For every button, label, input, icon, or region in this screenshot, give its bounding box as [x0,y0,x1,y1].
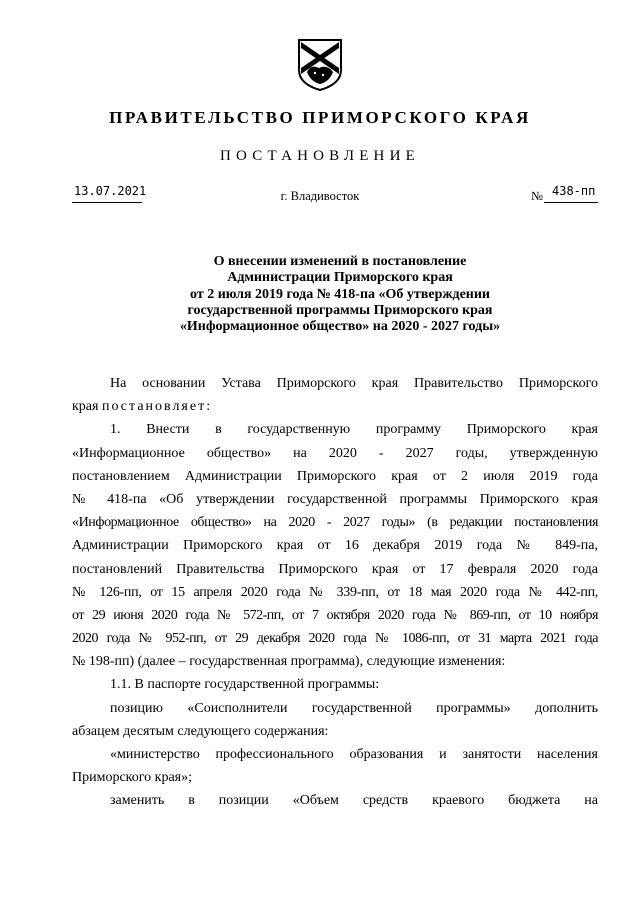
body-text: края [72,399,102,415]
body-line: постановлений Правительства Приморского края от 17 февраля 2020 года [72,561,598,577]
body-line: заменить в позиции «Объем средств краевого бюджета на [110,793,598,809]
title-line: государственной программы Приморского края [187,302,493,318]
body-line: № 418-па «Об утверждении государственной программы Приморского края [72,491,598,507]
document-type: ПОСТАНОВЛЕНИЕ [220,148,420,164]
document-title [0,254,640,335]
body-line: «Информационное общество» на 2020 - 2027 годы» (в редакции постановления [72,515,598,531]
title-line: «Информационное общество» на 2020 - 2027 годы» [179,319,501,335]
body-line: позицию «Соисполнители государственной программы» дополнить [110,700,598,716]
body-line: «министерство профессионального образования и занятости населения [110,747,598,762]
document-body [72,372,598,813]
title-line: Администрации Приморского края [227,270,453,286]
body-line: 2020 года № 952-пп, от 29 декабря 2020 года № 1086-пп, от 31 марта 2021 года [72,631,598,647]
body-line: постановлением Администрации Приморского края от 2 июля 2019 года [72,468,598,484]
coat-of-arms-emblem [297,38,343,92]
body-line: 1.1. В паспорте государственной программы: [110,677,380,693]
body-line: № 126-пп, от 15 апреля 2020 года № 339-пп, от 18 мая 2020 года № 442-пп, [72,584,598,600]
body-line: абзацем десятым следующего содержания: [72,723,329,739]
body-line: На основании Устава Приморского края Правительство Приморского [110,376,598,391]
body-line: «Информационное общество» на 2020 - 2027 годы, утвержденную [72,445,598,461]
title-line: О внесении изменений в постановление [213,254,467,269]
body-line: Приморского края»; [72,770,193,786]
body-line: от 29 июня 2020 года № 572-пп, от 7 октября 2020 года № 869-пп, от 10 ноября [72,607,598,623]
body-line: 1. Внести в государственную программу Приморского края [110,422,598,438]
number-sign: № [531,189,543,203]
number-underline [544,202,598,203]
city: г. Владивосток [280,189,360,203]
body-line: Администрации Приморского края от 16 декабря 2019 года № 849-па, [72,538,598,554]
government-name: ПРАВИТЕЛЬСТВО ПРИМОРСКОГО КРАЯ [109,108,531,127]
body-line [72,395,598,418]
document-number: 438-пп [552,184,596,198]
decree-word: постановляет: [101,399,213,415]
document-date: 13.07.2021 [74,184,147,198]
body-line: № 198-пп) (далее – государственная программа), следующие изменения: [72,654,506,670]
title-line: от 2 июля 2019 года № 418-па «Об утверждении [190,286,490,302]
